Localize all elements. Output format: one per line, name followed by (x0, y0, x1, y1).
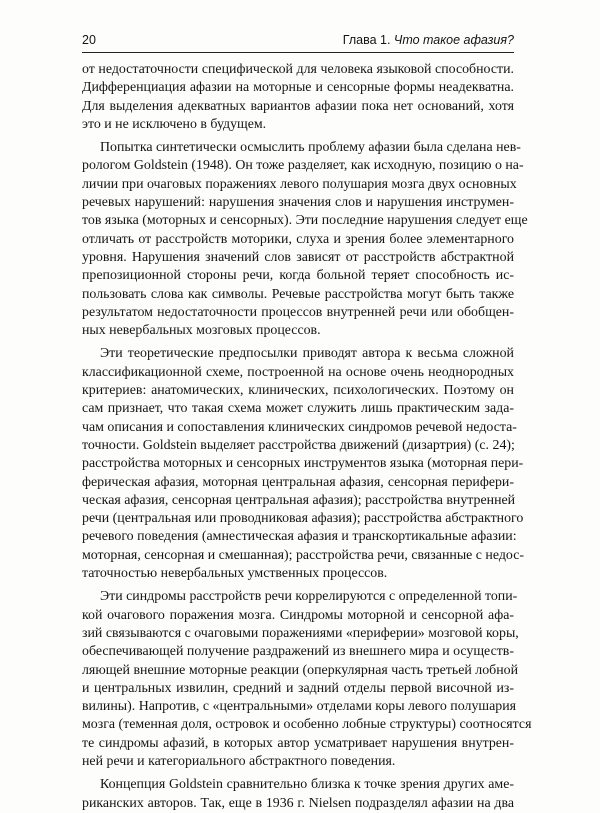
chapter-title: Что такое афазия? (393, 33, 514, 47)
page-number: 20 (82, 33, 96, 47)
text-line: пользовать слова как символы. Речевые расстройства могут быть также (82, 286, 514, 302)
paragraph (82, 588, 532, 771)
text-line: ляющей внешние моторные реакции (оперкулярная часть третьей лобной (82, 662, 519, 678)
text-line: результатом недостаточности процессов внутренней речи или обобщен- (82, 304, 514, 320)
paragraph (82, 345, 524, 583)
text-line: Дифференциация афазии на моторные и сенсорные формы неадекватна. (82, 80, 514, 96)
text-line: препозиционной стороны речи, когда больной теряет способность ис- (82, 268, 514, 284)
chapter-label: Глава 1. (342, 33, 391, 47)
text-line: риканских авторов. Так, еще в 1936 г. Nielsen подразделял афазии на два (82, 795, 514, 811)
text-line: обеспечивающей получение раздражений из внешнего мира и осуществ- (82, 644, 514, 660)
paragraph (82, 776, 514, 813)
text-line: вилины). Напротив, с «центральными» отделами коры левого полушария (82, 699, 517, 715)
text-line: зий связываются с очаговыми поражениями «периферии» мозговой коры, (82, 625, 519, 641)
text-line: речевых нарушений: нарушения значения слов и нарушения инструмен- (82, 195, 514, 211)
text-line: расстройства моторных и сенсорных инструментов языка (моторная пери- (82, 456, 524, 472)
text-line: ных невербальных мозговых процессов. (82, 323, 321, 339)
text-line: таточностью невербальных умственных процессов. (82, 566, 388, 582)
text-line: ферическая афазия, моторная центральная афазия, сенсорная перифери- (82, 474, 514, 490)
text-line: Для выделения адекватных вариантов афазии пока нет оснований, хотя (82, 98, 514, 114)
text-line: Эти теоретические предпосылки приводят автора к весьма сложной (100, 346, 514, 362)
text-line: личии при очаговых поражениях левого полушария мозга двух основных (82, 176, 517, 192)
text-line: критериев: анатомических, клинических, психологических. Поэтому он (82, 383, 514, 399)
text-line: точности. Goldstein выделяет расстройства движений (дизартрия) (с. 24); (82, 437, 515, 453)
text-line: от недостаточности специфической для человека языковой способности. (82, 62, 514, 77)
text-line: классификационной схеме, построенной на основе очень неоднородных (82, 364, 514, 380)
text-line: ней речи и категориального абстрактного поведения. (82, 753, 396, 769)
text-line: чам описания и сопоставления клинических синдромов речевой недоста- (82, 419, 517, 435)
body-text (82, 61, 532, 813)
text-line: Концепция Goldstein сравнительно близка к точке зрения других аме- (100, 777, 514, 793)
text-line: кой очагового поражения мозга. Синдромы моторной и сенсорной афа- (82, 607, 514, 623)
text-line: моторная, сенсорная и смешанная); расстройства речи, связанные с недос- (82, 547, 524, 563)
paragraph (82, 61, 514, 134)
text-line: речи (центральная или проводниковая афазия); расстройства абстрактного (82, 511, 524, 527)
text-line: тов языка (моторных и сенсорных). Эти последние нарушения следует еще (82, 213, 528, 229)
text-line: мозга (теменная доля, островок и особенно лобные структуры) соотносятся (82, 717, 532, 733)
chapter-heading (343, 33, 514, 47)
text-line: уровня. Нарушения значений слов зависят от расстройств абстрактной (82, 249, 514, 265)
text-line: Эти синдромы расстройств речи коррелируются с определенной топи- (100, 589, 518, 605)
text-line: сам признает, что такая схема может служить лишь практическим зада- (82, 401, 514, 417)
paragraph (82, 139, 528, 340)
text-line: это и не исключено в будущем. (82, 116, 267, 132)
text-line: речевого поведения (амнестическая афазия и транскортикальные афазии: (82, 529, 517, 545)
text-line: ческая афазия, сенсорная центральная афазия); расстройства внутренней (82, 492, 516, 508)
text-line: те синдромы афазий, в которых автор усматривает нарушения внутрен- (82, 735, 514, 751)
text-line: и центральных извилин, средний и задний отделы первой височной из- (82, 680, 514, 696)
text-line: отличать от расстройств моторики, слуха и зрения более элементарного (82, 231, 514, 247)
running-head (82, 32, 514, 53)
text-line: Попытка синтетически осмыслить проблему афазии была сделана нев- (100, 140, 521, 156)
text-line: рологом Goldstein (1948). Он тоже разделяет, как исходную, позицию о на- (82, 158, 524, 174)
